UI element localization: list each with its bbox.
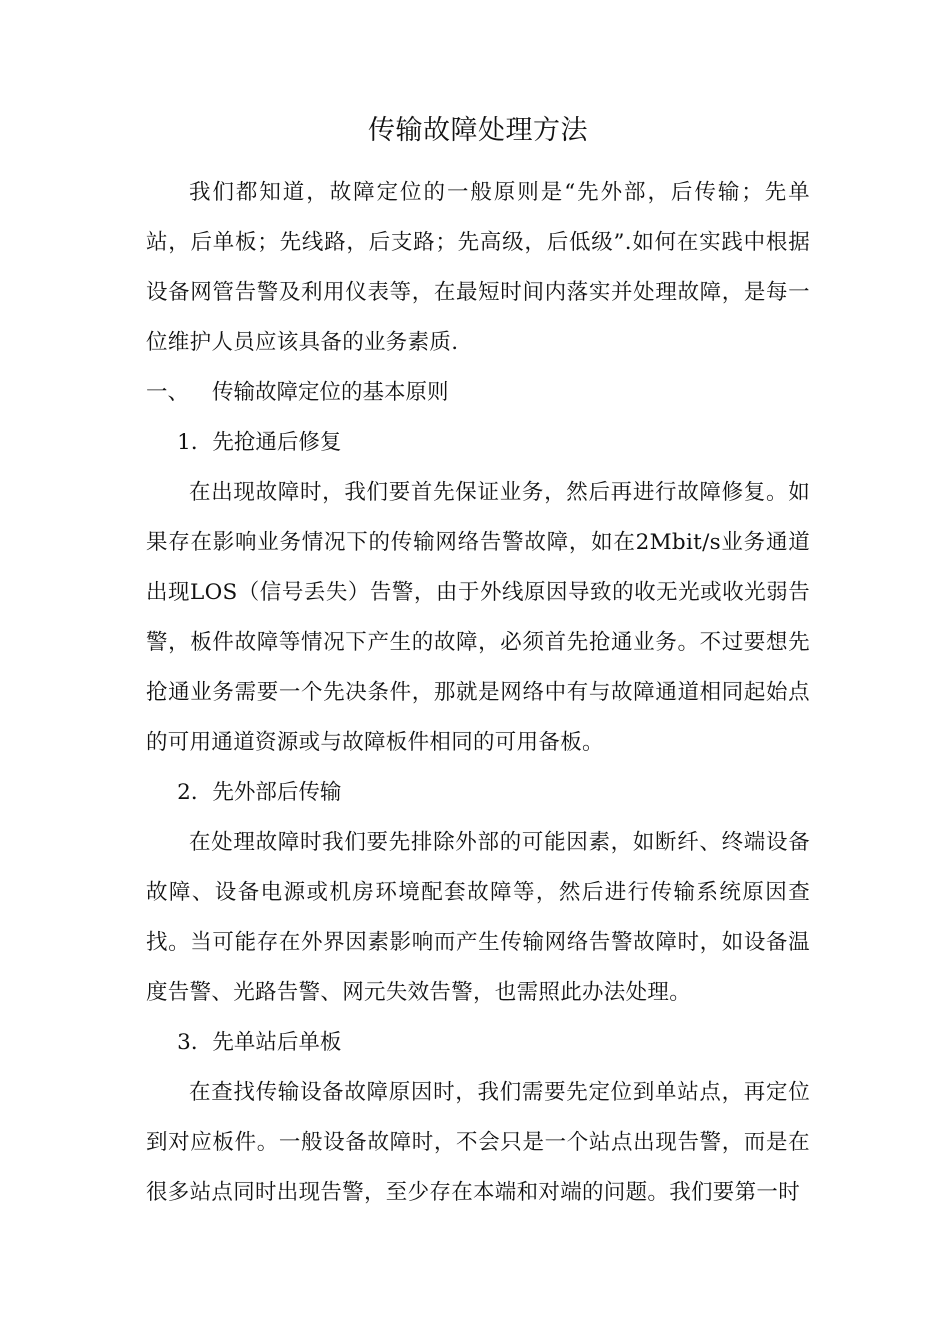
document-title: 传输故障处理方法 xyxy=(368,115,588,146)
item-paragraph-1: 在出现故障时，我们要首先保证业务，然后再进行故障修复。如果存在影响业务情况下的传输网络告警故障，如在2Mbit/s业务通道出现LOS（信号丢失）告警，由于外线原因导致的收无光或收光弱告警，板件故障等情况下产生的故障，必须首先抢通业务。不过要想先抢通业务需要一个先决条件，那就是网络中有与故障通道相同起始点的可用通道资源或与故障板件相同的可用备板。 xyxy=(146,480,810,755)
item-paragraph-2: 在处理故障时我们要先排除外部的可能因素，如断纤、终端设备故障、设备电源或机房环境配套故障等，然后进行传输系统原因查找。当可能存在外界因素影响而产生传输网络告警故障时，如设备温度告警、光路告警、网元失效告警，也需照此办法处理。 xyxy=(146,830,810,1005)
item-paragraph-3: 在查找传输设备故障原因时，我们需要先定位到单站点，再定位到对应板件。一般设备故障时，不会只是一个站点出现告警，而是在很多站点同时出现告警，至少存在本端和对端的问题。我们要第一时 xyxy=(146,1080,810,1205)
document-body xyxy=(146,110,810,1218)
item-heading-1: 1．先抢通后修复 xyxy=(177,430,342,455)
intro-paragraph: 我们都知道，故障定位的一般原则是“先外部，后传输；先单站，后单板；先线路，后支路；先高级，后低级”.如何在实践中根据设备网管告警及利用仪表等，在最短时间内落实并处理故障，是每一位维护人员应该具备的业务素质. xyxy=(146,180,810,355)
item-heading-3: 3．先单站后单板 xyxy=(177,1030,342,1055)
section-number: 一、 xyxy=(146,380,190,405)
section-title: 传输故障定位的基本原则 xyxy=(212,380,449,405)
section-heading xyxy=(146,368,810,418)
item-heading-2: 2．先外部后传输 xyxy=(177,780,342,805)
